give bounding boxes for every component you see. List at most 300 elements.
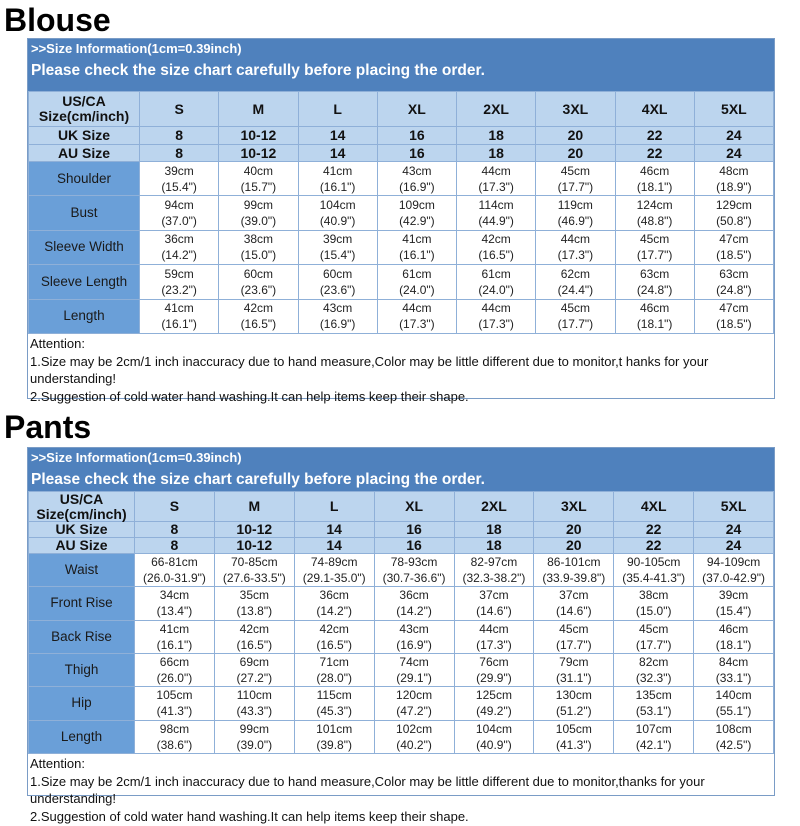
cm-value: 86-101cm — [547, 554, 601, 569]
inch-value: (15.4") — [715, 604, 752, 619]
cm-value: 82-97cm — [470, 554, 518, 569]
size-table — [28, 491, 774, 754]
attention-notes — [28, 334, 774, 406]
measure-cell — [140, 162, 219, 196]
inch-value: (27.6-33.5") — [222, 570, 286, 585]
au-size-value: 10-12 — [219, 145, 298, 162]
measure-cell — [219, 230, 298, 264]
uk-size-label: UK Size — [29, 127, 140, 145]
blouse-title: Blouse — [4, 2, 111, 38]
inch-value: (29.1") — [396, 671, 432, 686]
inch-value: (23.2") — [161, 282, 197, 297]
cm-value: 48cm — [719, 163, 749, 178]
cm-value: 99cm — [243, 197, 274, 212]
measure-cell — [614, 687, 694, 720]
measure-label: Bust — [29, 196, 140, 230]
inch-value: (17.3") — [399, 317, 435, 332]
au-size-label: AU Size — [29, 538, 135, 554]
table-row — [29, 653, 774, 686]
size-header: M — [219, 92, 298, 127]
cm-value: 105cm — [555, 721, 592, 736]
inch-value: (18.5") — [716, 248, 752, 263]
inch-value: (17.3") — [478, 317, 514, 332]
table-row — [29, 720, 774, 753]
inch-value: (16.1") — [399, 248, 435, 263]
cm-value: 43cm — [402, 163, 432, 178]
measure-cell — [534, 620, 614, 653]
inch-value: (17.3") — [478, 179, 514, 194]
attention-notes — [28, 754, 774, 826]
size-header: S — [135, 492, 215, 522]
au-size-value: 10-12 — [214, 538, 294, 554]
cm-value: 42cm — [481, 232, 511, 247]
cm-value: 115cm — [316, 688, 352, 703]
uk-size-value: 20 — [534, 522, 614, 538]
table-row-au-size — [29, 538, 774, 554]
cm-value: 82cm — [639, 654, 669, 669]
cm-value: 39cm — [718, 588, 749, 603]
table-row — [29, 299, 774, 333]
cm-value: 60cm — [322, 266, 353, 281]
measure-cell — [457, 196, 536, 230]
pants-size-chart — [27, 447, 775, 824]
table-row — [29, 687, 774, 720]
inch-value: (14.2") — [161, 248, 197, 263]
measure-cell — [294, 587, 374, 620]
measure-cell — [454, 687, 534, 720]
cm-value: 44cm — [402, 301, 432, 316]
inch-value: (37.0") — [161, 214, 197, 229]
measure-cell — [534, 553, 614, 586]
measure-cell — [536, 299, 615, 333]
measure-cell — [454, 620, 534, 653]
au-size-value: 14 — [298, 145, 377, 162]
measure-cell — [374, 687, 454, 720]
inch-value: (16.9") — [399, 179, 435, 194]
measure-cell — [214, 553, 294, 586]
inch-value: (14.2") — [396, 604, 432, 619]
inch-value: (51.2") — [556, 704, 592, 719]
cm-value: 90-105cm — [627, 554, 681, 569]
measure-cell — [614, 587, 694, 620]
size-header: 5XL — [694, 492, 774, 522]
inch-value: (44.9") — [478, 214, 514, 229]
measure-cell — [298, 196, 377, 230]
measure-cell — [536, 196, 615, 230]
inch-value: (42.9") — [399, 214, 435, 229]
cm-value: 47cm — [719, 301, 749, 316]
measure-cell — [377, 230, 456, 264]
cm-value: 98cm — [159, 721, 190, 736]
table-row — [29, 553, 774, 586]
inch-value: (42.1") — [635, 737, 672, 752]
size-header: 2XL — [457, 92, 536, 127]
measure-cell — [615, 265, 694, 299]
cm-value: 35cm — [239, 588, 269, 603]
inch-value: (40.9") — [319, 214, 356, 229]
cm-value: 37cm — [479, 588, 509, 603]
inch-value: (26.0-31.9") — [142, 570, 206, 585]
measure-cell — [294, 720, 374, 753]
uk-size-value: 8 — [140, 127, 219, 145]
measure-cell — [135, 687, 215, 720]
au-size-value: 24 — [694, 538, 774, 554]
cm-value: 44cm — [481, 301, 511, 316]
cm-value: 109cm — [398, 197, 435, 212]
attention-line: Attention: — [30, 756, 85, 771]
cm-value: 43cm — [399, 621, 429, 636]
table-row-us-size — [29, 92, 774, 127]
measure-cell — [294, 620, 374, 653]
cm-value: 34cm — [159, 588, 190, 603]
measure-cell — [374, 620, 454, 653]
size-header: M — [214, 492, 294, 522]
measure-cell — [140, 265, 219, 299]
cm-value: 74-89cm — [310, 554, 358, 569]
inch-value: (15.0") — [240, 248, 277, 263]
measure-cell — [374, 587, 454, 620]
inch-value: (16.5") — [316, 637, 352, 652]
cm-value: 102cm — [396, 721, 433, 736]
uk-size-value: 10-12 — [219, 127, 298, 145]
cm-value: 125cm — [475, 688, 512, 703]
cm-value: 45cm — [560, 163, 591, 178]
measure-cell — [140, 196, 219, 230]
measure-cell — [454, 587, 534, 620]
measure-cell — [374, 653, 454, 686]
measure-cell — [614, 620, 694, 653]
blouse-size-chart — [27, 38, 775, 404]
measure-cell — [140, 230, 219, 264]
inch-value: (53.1") — [635, 704, 672, 719]
cm-value: 140cm — [715, 688, 752, 703]
inch-value: (18.1") — [715, 637, 752, 652]
size-table — [28, 91, 774, 334]
pants-title: Pants — [4, 409, 92, 445]
inch-value: (14.2") — [316, 604, 352, 619]
measure-cell — [614, 553, 694, 586]
cm-value: 44cm — [560, 232, 591, 247]
measure-cell — [219, 196, 298, 230]
au-size-value: 18 — [454, 538, 534, 554]
measure-label: Hip — [29, 687, 135, 720]
au-size-value: 22 — [615, 145, 694, 162]
measure-cell — [694, 265, 773, 299]
size-info-line: >>Size Information(1cm=0.39inch) — [31, 450, 242, 465]
table-row — [29, 196, 774, 230]
uk-size-value: 22 — [615, 127, 694, 145]
measure-cell — [298, 265, 377, 299]
inch-value: (48.8") — [636, 214, 673, 229]
inch-value: (13.4") — [156, 604, 193, 619]
size-info-banner — [28, 39, 774, 91]
inch-value: (45.3") — [316, 704, 352, 719]
cm-value: 78-93cm — [390, 554, 438, 569]
au-size-value: 22 — [614, 538, 694, 554]
size-header: XL — [374, 492, 454, 522]
au-size-value: 20 — [536, 145, 615, 162]
measure-cell — [615, 196, 694, 230]
inch-value: (23.6") — [319, 282, 356, 297]
cm-value: 41cm — [402, 232, 432, 247]
cm-value: 135cm — [635, 688, 672, 703]
cm-value: 84cm — [718, 654, 749, 669]
cm-value: 45cm — [560, 301, 591, 316]
measure-cell — [214, 653, 294, 686]
cm-value: 105cm — [156, 688, 193, 703]
cm-value: 42cm — [243, 301, 274, 316]
size-chart-notice: Please check the size chart carefully before placing the order. — [31, 471, 485, 488]
inch-value: (38.6") — [156, 737, 193, 752]
header-label: US/CA Size(cm/inch) — [29, 92, 140, 127]
inch-value: (55.1") — [715, 704, 752, 719]
measure-cell — [140, 299, 219, 333]
cm-value: 41cm — [159, 621, 190, 636]
inch-value: (39.0") — [240, 214, 277, 229]
measure-cell — [614, 720, 694, 753]
cm-value: 101cm — [316, 721, 353, 736]
inch-value: (41.3") — [156, 704, 193, 719]
cm-value: 66cm — [159, 654, 190, 669]
cm-value: 42cm — [319, 621, 349, 636]
au-size-value: 16 — [374, 538, 454, 554]
cm-value: 43cm — [322, 301, 353, 316]
measure-cell — [219, 299, 298, 333]
inch-value: (17.7") — [557, 179, 594, 194]
attention-line: 2.Suggestion of cold water hand washing.It can help items keep their shape. — [30, 808, 469, 824]
measure-cell — [536, 230, 615, 264]
measure-cell — [374, 720, 454, 753]
au-size-value: 16 — [377, 145, 456, 162]
cm-value: 62cm — [560, 266, 591, 281]
measure-cell — [377, 162, 456, 196]
au-size-value: 18 — [457, 145, 536, 162]
measure-cell — [454, 653, 534, 686]
size-header: 4XL — [614, 492, 694, 522]
inch-value: (16.1") — [156, 637, 193, 652]
cm-value: 36cm — [319, 588, 349, 603]
cm-value: 74cm — [399, 654, 429, 669]
measure-cell — [534, 587, 614, 620]
inch-value: (42.5") — [715, 737, 752, 752]
measure-cell — [374, 553, 454, 586]
cm-value: 46cm — [639, 163, 670, 178]
inch-value: (17.7") — [635, 637, 672, 652]
measure-cell — [536, 265, 615, 299]
size-header: 3XL — [534, 492, 614, 522]
size-header: L — [294, 492, 374, 522]
measure-cell — [135, 620, 215, 653]
inch-value: (39.8") — [316, 737, 352, 752]
inch-value: (39.0") — [236, 737, 273, 752]
measure-cell — [135, 653, 215, 686]
measure-cell — [615, 230, 694, 264]
cm-value: 114cm — [478, 197, 514, 212]
cm-value: 94cm — [164, 197, 194, 212]
cm-value: 61cm — [481, 266, 511, 281]
au-size-value: 20 — [534, 538, 614, 554]
table-row — [29, 265, 774, 299]
measure-cell — [214, 687, 294, 720]
inch-value: (13.8") — [236, 604, 273, 619]
uk-size-value: 14 — [298, 127, 377, 145]
measure-cell — [135, 720, 215, 753]
cm-value: 119cm — [557, 197, 593, 212]
inch-value: (49.2") — [476, 704, 512, 719]
cm-value: 45cm — [559, 621, 589, 636]
cm-value: 61cm — [402, 266, 432, 281]
measure-label: Shoulder — [29, 162, 140, 196]
measure-cell — [694, 620, 774, 653]
table-row — [29, 230, 774, 264]
inch-value: (24.0") — [399, 282, 435, 297]
cm-value: 37cm — [559, 588, 589, 603]
measure-label: Thigh — [29, 653, 135, 686]
inch-value: (17.7") — [557, 317, 594, 332]
inch-value: (15.4") — [161, 179, 197, 194]
uk-size-value: 14 — [294, 522, 374, 538]
uk-size-value: 16 — [374, 522, 454, 538]
size-info-banner — [28, 448, 774, 491]
measure-cell — [615, 299, 694, 333]
measure-cell — [294, 653, 374, 686]
inch-value: (29.9") — [476, 671, 512, 686]
attention-line: Attention: — [30, 335, 85, 351]
measure-cell — [219, 162, 298, 196]
inch-value: (30.7-36.6") — [382, 570, 446, 585]
au-size-value: 24 — [694, 145, 773, 162]
cm-value: 45cm — [639, 232, 670, 247]
measure-label: Sleeve Length — [29, 265, 140, 299]
measure-cell — [534, 653, 614, 686]
inch-value: (18.1") — [636, 179, 673, 194]
uk-size-value: 18 — [457, 127, 536, 145]
uk-size-value: 24 — [694, 522, 774, 538]
measure-cell — [534, 720, 614, 753]
measure-cell — [694, 587, 774, 620]
cm-value: 124cm — [636, 197, 673, 212]
inch-value: (15.4") — [319, 248, 356, 263]
cm-value: 60cm — [243, 266, 274, 281]
inch-value: (32.3") — [635, 671, 672, 686]
attention-line: 2.Suggestion of cold water hand washing.It can help items keep their shape. — [30, 388, 469, 404]
measure-cell — [457, 162, 536, 196]
measure-label: Length — [29, 720, 135, 753]
uk-size-value: 22 — [614, 522, 694, 538]
cm-value: 36cm — [399, 588, 429, 603]
inch-value: (27.2") — [236, 671, 273, 686]
measure-label: Back Rise — [29, 620, 135, 653]
inch-value: (17.3") — [557, 248, 594, 263]
table-row-au-size — [29, 145, 774, 162]
uk-size-value: 8 — [135, 522, 215, 538]
inch-value: (18.5") — [716, 317, 752, 332]
inch-value: (16.5") — [236, 637, 273, 652]
cm-value: 38cm — [639, 588, 669, 603]
measure-cell — [694, 299, 773, 333]
table-row-us-size — [29, 492, 774, 522]
inch-value: (50.8") — [716, 214, 752, 229]
size-header: 3XL — [536, 92, 615, 127]
inch-value: (16.1") — [161, 317, 197, 332]
inch-value: (35.4-41.3") — [622, 570, 686, 585]
measure-cell — [454, 720, 534, 753]
cm-value: 39cm — [322, 232, 353, 247]
inch-value: (24.8") — [636, 282, 673, 297]
cm-value: 63cm — [639, 266, 670, 281]
inch-value: (46.9") — [557, 214, 594, 229]
uk-size-value: 20 — [536, 127, 615, 145]
size-header: 4XL — [615, 92, 694, 127]
measure-cell — [135, 553, 215, 586]
uk-size-label: UK Size — [29, 522, 135, 538]
table-row — [29, 620, 774, 653]
inch-value: (43.3") — [236, 704, 273, 719]
inch-value: (16.1") — [319, 179, 356, 194]
inch-value: (17.3") — [476, 637, 512, 652]
table-row — [29, 162, 774, 196]
inch-value: (16.9") — [319, 317, 356, 332]
inch-value: (14.6") — [556, 604, 592, 619]
cm-value: 129cm — [715, 197, 752, 212]
measure-cell — [457, 299, 536, 333]
cm-value: 69cm — [239, 654, 269, 669]
cm-value: 36cm — [164, 232, 194, 247]
au-size-value: 8 — [140, 145, 219, 162]
measure-cell — [536, 162, 615, 196]
cm-value: 46cm — [639, 301, 670, 316]
inch-value: (16.9") — [396, 637, 432, 652]
measure-cell — [694, 196, 773, 230]
uk-size-value: 16 — [377, 127, 456, 145]
cm-value: 94-109cm — [706, 554, 761, 569]
size-header: S — [140, 92, 219, 127]
measure-label: Front Rise — [29, 587, 135, 620]
inch-value: (24.4") — [557, 282, 594, 297]
measure-cell — [614, 653, 694, 686]
cm-value: 63cm — [719, 266, 749, 281]
inch-value: (31.1") — [556, 671, 592, 686]
inch-value: (15.7") — [240, 179, 277, 194]
cm-value: 99cm — [239, 721, 269, 736]
inch-value: (24.8") — [716, 282, 752, 297]
measure-cell — [377, 265, 456, 299]
uk-size-value: 18 — [454, 522, 534, 538]
cm-value: 70-85cm — [230, 554, 278, 569]
measure-cell — [214, 587, 294, 620]
measure-label: Length — [29, 299, 140, 333]
inch-value: (16.5") — [240, 317, 277, 332]
cm-value: 42cm — [239, 621, 269, 636]
cm-value: 44cm — [481, 163, 511, 178]
table-row-uk-size — [29, 522, 774, 538]
cm-value: 39cm — [164, 163, 194, 178]
inch-value: (33.1") — [715, 671, 752, 686]
cm-value: 41cm — [322, 163, 353, 178]
inch-value: (23.6") — [240, 282, 277, 297]
cm-value: 40cm — [243, 163, 274, 178]
measure-cell — [694, 687, 774, 720]
cm-value: 41cm — [164, 301, 194, 316]
cm-value: 120cm — [396, 688, 433, 703]
inch-value: (26.0") — [156, 671, 193, 686]
inch-value: (33.9-39.8") — [542, 570, 606, 585]
cm-value: 44cm — [479, 621, 509, 636]
measure-cell — [219, 265, 298, 299]
size-header: 2XL — [454, 492, 534, 522]
measure-cell — [457, 230, 536, 264]
inch-value: (18.1") — [636, 317, 673, 332]
